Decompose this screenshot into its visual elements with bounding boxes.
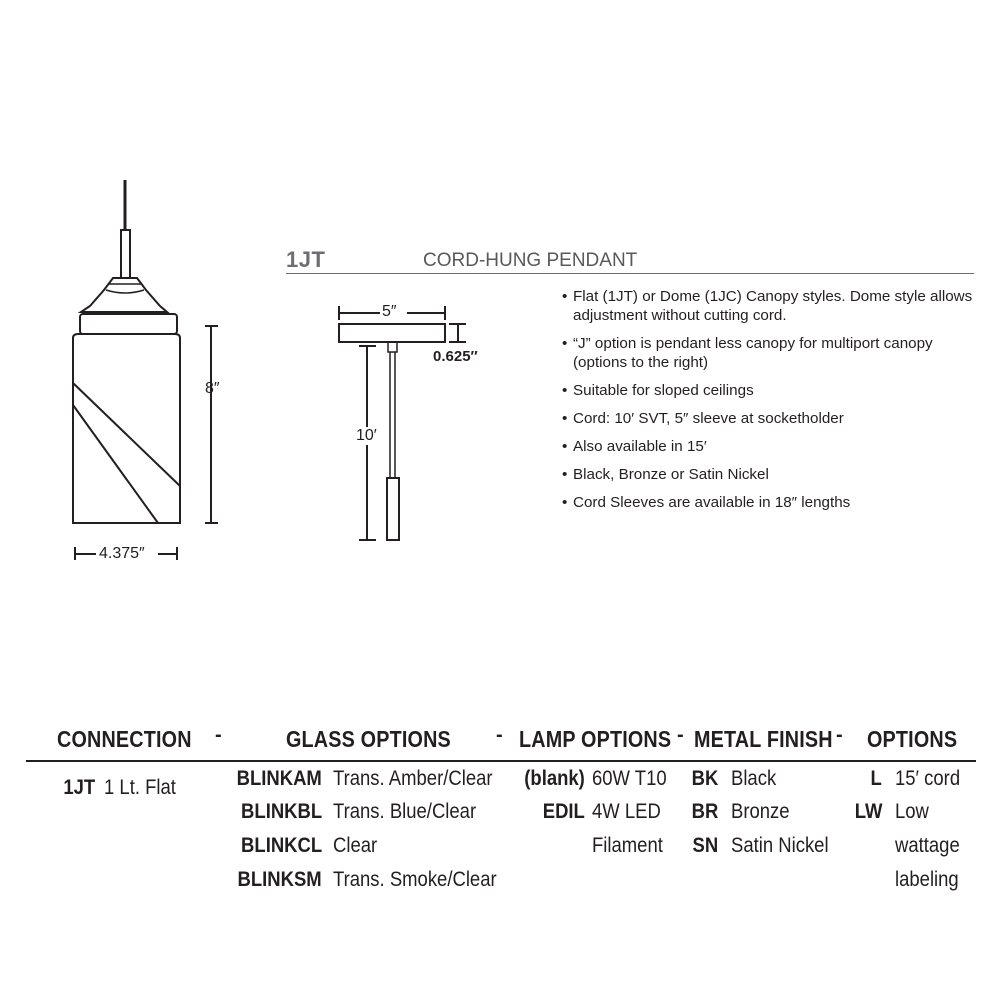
option-desc: wattage xyxy=(895,834,960,857)
column-separator: - xyxy=(677,724,684,746)
metal-desc: Satin Nickel xyxy=(731,834,829,857)
glass-desc: Clear xyxy=(333,834,378,857)
pendant-width-label: 4.375″ xyxy=(99,545,145,562)
option-code: LW xyxy=(854,800,882,823)
metal-code: BK xyxy=(691,767,718,790)
column-header-connection: CONNECTION xyxy=(57,726,192,752)
model-code: 1JT xyxy=(286,247,326,272)
column-header-metal: METAL FINISH xyxy=(694,726,833,752)
feature-item: • Cord: 10′ SVT, 5″ sleeve at socketholder xyxy=(562,409,982,428)
column-header-glass: GLASS OPTIONS xyxy=(286,726,451,752)
feature-item: • Also available in 15′ xyxy=(562,437,982,456)
glass-desc: Trans. Smoke/Clear xyxy=(333,868,497,891)
lamp-code: (blank) xyxy=(524,767,585,790)
table-rule xyxy=(26,760,976,762)
glass-code: BLINKSM xyxy=(237,868,322,891)
option-desc: labeling xyxy=(895,868,959,891)
feature-item: • Cord Sleeves are available in 18″ lengths xyxy=(562,493,982,512)
glass-desc: Trans. Amber/Clear xyxy=(333,767,493,790)
lamp-desc: Filament xyxy=(592,834,663,857)
column-separator: - xyxy=(496,724,503,746)
lamp-desc: 60W T10 xyxy=(592,767,667,790)
canopy-height-dimension xyxy=(449,324,466,342)
feature-item: • Flat (1JT) or Dome (1JC) Canopy styles. Dome style allows adjustment without cutting cord. xyxy=(562,287,982,325)
connection-desc: 1 Lt. Flat xyxy=(104,776,176,799)
cord-length-label: 10′ xyxy=(356,427,377,444)
pendant-height-dimension xyxy=(205,326,218,523)
glass-code: BLINKBL xyxy=(240,800,322,823)
model-description: CORD-HUNG PENDANT xyxy=(423,250,638,271)
column-separator: - xyxy=(836,724,843,746)
connection-code: 1JT xyxy=(63,776,95,799)
option-desc: Low xyxy=(895,800,929,823)
feature-item: • Suitable for sloped ceilings xyxy=(562,381,982,400)
option-code: L xyxy=(870,767,882,790)
lamp-code: EDIL xyxy=(542,800,585,823)
column-separator: - xyxy=(215,724,222,746)
metal-code: BR xyxy=(691,800,718,823)
column-header-lamp: LAMP OPTIONS xyxy=(519,726,672,752)
feature-list xyxy=(562,287,982,521)
pendant-height-label: 8″ xyxy=(205,380,220,397)
option-desc: 15′ cord xyxy=(895,767,961,790)
feature-item: • Black, Bronze or Satin Nickel xyxy=(562,465,982,484)
canopy-width-label: 5″ xyxy=(382,303,397,320)
metal-desc: Bronze xyxy=(731,800,790,823)
column-header-options: OPTIONS xyxy=(867,726,958,752)
metal-desc: Black xyxy=(731,767,777,790)
feature-item: • “J” option is pendant less canopy for multiport canopy (options to the right) xyxy=(562,334,982,372)
metal-code: SN xyxy=(692,834,718,857)
header-rule xyxy=(286,273,974,274)
glass-code: BLINKAM xyxy=(236,767,322,790)
glass-desc: Trans. Blue/Clear xyxy=(333,800,477,823)
glass-code: BLINKCL xyxy=(240,834,322,857)
canopy-height-label: 0.625″ xyxy=(433,348,478,365)
pendant-front-drawing xyxy=(73,180,180,523)
lamp-desc: 4W LED xyxy=(592,800,661,823)
